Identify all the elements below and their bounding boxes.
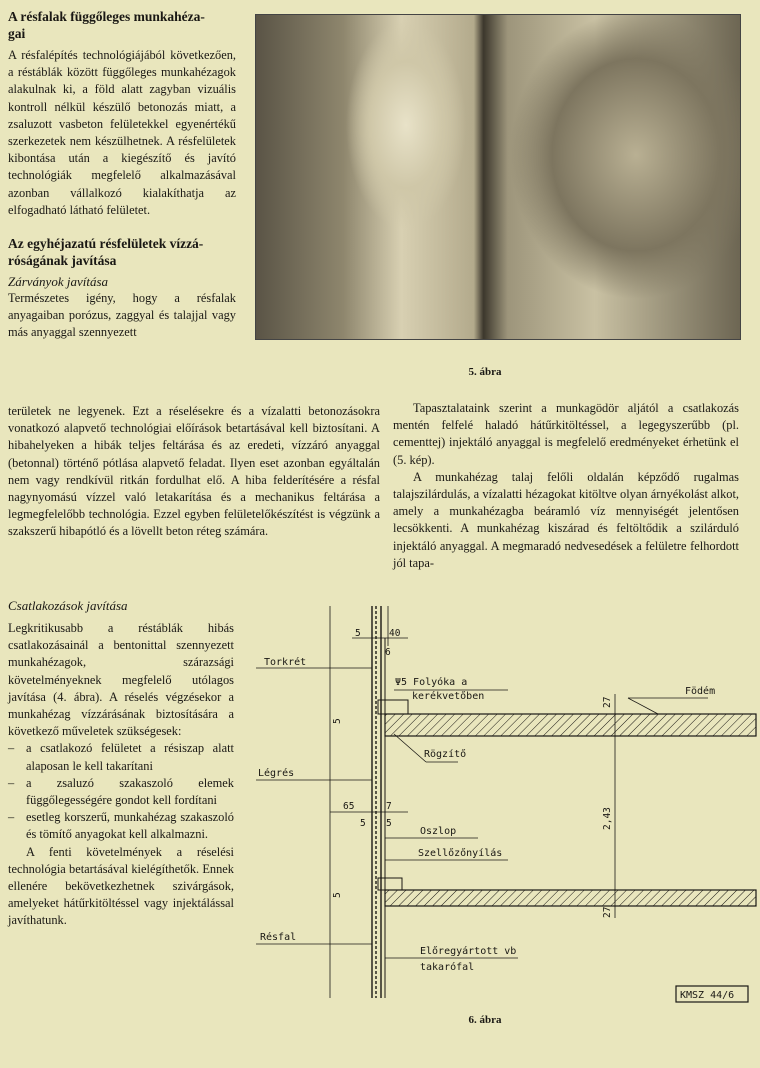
figure-6-drawing bbox=[248, 598, 758, 1010]
list-item: – a zsaluzó szakaszoló elemek függőlegességére gondot kell fordítani bbox=[8, 775, 234, 808]
paragraph-inclusions-start: Természetes igény, hogy a résfalak anyagaiban porózus, zaggyal és talajjal vagy más anyaggal szennyezett bbox=[8, 291, 236, 340]
requirements-list bbox=[8, 740, 234, 843]
label-rogzito: Rögzítő bbox=[424, 749, 467, 760]
paragraph-conclusion: A fenti követelmények a réselési technológia betartásával kielégíthetők. Ennek ellenére bekövetkezhetnek szivárgások, amelyeket hátűrkitöltéssel vagy injektálással javíthatunk. bbox=[8, 844, 234, 928]
figure-6-caption: 6. ábra bbox=[468, 1014, 502, 1026]
label-eloregyartott-2: takarófal bbox=[420, 962, 475, 973]
label-legres: Légrés bbox=[258, 768, 295, 779]
dim-5c: 5 bbox=[360, 818, 366, 829]
paragraph-inclusions-continued: területek ne legyenek. Ezt a réselésekre és a vízalatti betonozásokra vonatkozó alapvető technológiai előírások betartásával kell biztosítani. A hibahelyeken a hibák teljes feltárása és az eredeti, vízzáró anyaggal (betonnal) történő pótlása alapvető feladat. Ilyen eset azonban egyáltalán nem vagy rendkívül ritkán fordulhat elő. A hiba felderítésére a résfal nagynyomású vízzel való letakarítása és a mechanikus feltárása a legmegfelelőbb technológia. Ezzel egyben felületelőkészítést is végzünk a szakszerű hibapótló és a lövellt beton réteg számára. bbox=[8, 404, 380, 539]
dim-5e-vertical: 5 bbox=[332, 892, 343, 898]
label-resfal: Résfal bbox=[260, 932, 297, 943]
label-oszlop: Oszlop bbox=[420, 826, 457, 837]
list-item: – esetleg korszerű, munkahézag szakaszoló és tömítő anyagokat kell alkalmazni. bbox=[8, 810, 234, 842]
dim-5a: 5 bbox=[355, 628, 361, 639]
dim-243: 2,43 bbox=[602, 807, 613, 830]
subheading-inclusions: Zárványok javítása bbox=[8, 274, 109, 290]
label-torkret: Torkrét bbox=[264, 657, 307, 668]
list-item: – a csatlakozó felületet a résiszap alatt alaposan le kell takarítani bbox=[8, 741, 234, 773]
label-folyoka-2: kerékvetőben bbox=[412, 691, 485, 702]
figure-5-caption: 5. ábra bbox=[468, 366, 502, 378]
label-folyoka-1: Ψ5 Folyóka a bbox=[395, 677, 468, 688]
figure-5-photo bbox=[255, 14, 741, 340]
dim-7: 7 bbox=[386, 801, 392, 812]
paragraph-connections: Legkritikusabb a réstáblák hibás csatlakozásainál a bentonittal szennyezett munkahézagok, szárazsági követelményeknek megfelelő utólagos javítása (4. ábra). A réselés végzésekor a munkahézag vízzárásának biztosítására a következő műveletek szükségesek: bbox=[8, 621, 234, 739]
label-eloregyartott-1: Előregyártott vb bbox=[420, 946, 517, 957]
heading-vertical-joints: A résfalak függőleges munkahéza- gai bbox=[8, 9, 205, 41]
paragraph-soil-side: A munkahézag talaj felőli oldalán képződő rugalmas talajszilárdulás, a vízalatti hézagokat kitöltve olyan árnyékolást alkot, amely a munkahézagba beáramló víz mennyiségét jelentősen lecsökkenti. A munkahézag kiszárad és feltöltődik a szilárduló injektáló anyaggal. A megmaradó nedvesedések a felületre felhordott jól tapa- bbox=[393, 469, 739, 570]
paragraph-intro: A résfalépítés technológiájából következően, a réstáblák között függőleges munkahézagok alakulnak ki, a föld alatt zagyban vizuális kontroll nélkül készülő betonozás miatt, a zsaluzott vasbeton felületekkel egyenértékű szerkezetek nem készülhetnek. A résfelületek kibontása után a kiegészítő és javító technológiák megfelelő alkalmazásával azonban vállalkozó kialakíthatja az elfogadható látható felületet. bbox=[8, 48, 236, 217]
paragraph-experience: Tapasztalataink szerint a munkagödör aljától a csatlakozás mentén felfelé haladó hátűrkitöltéssel, a legegyszerűbb (pl. cementtej) injektáló anyaggal is megfelelő eredményeket érhetünk el (5. kép). bbox=[393, 401, 739, 467]
dim-27b: 27 bbox=[602, 906, 613, 918]
dim-5d: 5 bbox=[386, 818, 392, 829]
subheading-connections: Csatlakozások javítása bbox=[8, 598, 128, 613]
label-fodem: Födém bbox=[685, 686, 716, 697]
dim-5b-vertical: 5 bbox=[332, 718, 343, 724]
label-szellozo: Szellőzőnyílás bbox=[418, 848, 503, 859]
dim-65: 65 bbox=[343, 801, 355, 812]
dim-27a: 27 bbox=[602, 696, 613, 708]
dim-6: 6 bbox=[385, 647, 391, 658]
drawing-code: KMSZ 44/6 bbox=[680, 990, 735, 1001]
heading-watertightness: Az egyhéjazatú résfelületek vízzá- róságának javítása bbox=[8, 236, 204, 269]
dim-40: 40 bbox=[389, 628, 401, 639]
